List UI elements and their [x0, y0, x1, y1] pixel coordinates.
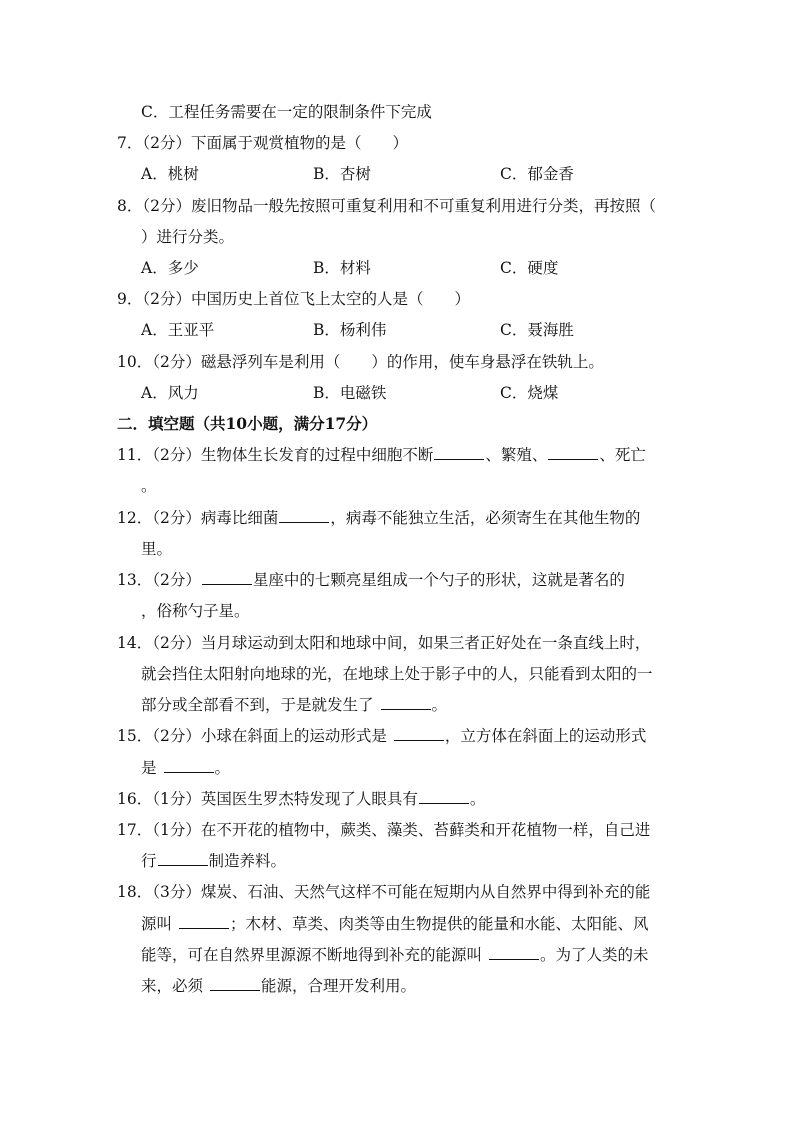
question-13: 13．（2分） 星座中的七颗亮星组成一个勺子的形状，这就是著名的	[117, 571, 625, 589]
question-18-cont: 源叫 ；木材、草类、肉类等由生物提供的能量和水能、太阳能、风	[141, 915, 649, 933]
q10-option-c: C．烧煤	[500, 384, 559, 402]
question-15: 15．（2分）小球在斜面上的运动形式是 ，立方体在斜面上的运动形式	[117, 727, 647, 745]
question-8-cont: ）进行分类。	[141, 228, 235, 246]
answer-blank[interactable]	[548, 444, 598, 460]
question-17: 17．（1分）在不开花的植物中，蕨类、藻类、苔藓类和开花植物一样，自己进	[117, 821, 651, 839]
question-14-cont2: 部分或全部看不到，于是就发生了 。	[141, 696, 448, 714]
question-8: 8．（2分）废旧物品一般先按照可重复利用和不可重复利用进行分类，再按照（	[117, 197, 656, 215]
q7-option-a: A．桃树	[141, 165, 199, 183]
section-heading: 二．填空题（共10小题，满分17分）	[117, 414, 378, 433]
q7-option-c: C．郁金香	[500, 165, 574, 183]
answer-blank[interactable]	[179, 913, 229, 929]
exam-page: C．工程任务需要在一定的限制条件下完成 7．（2分）下面属于观赏植物的是（ ） A．桃树 B．杏树 C．郁金香 8．（2分）废旧物品一般先按照可重复利用和不可重复利用进行分类，再按照（ ）进行分类。 A．多少 B．材料 C．硬度 9．（2分）中国历史上首位飞上太空的人是（ ） A．王亚平 B．杨利伟 C．聂海胜 10．（2分）磁悬浮列车是利用（ ）的作用，使车身悬浮在铁轨上。 A．风力 B．电磁铁 C．烧煤 二．填空题（共10小题，满分17分） 11．（2分）生物体生长发育的过程中细胞不断 、繁殖、 、死亡 。 12．（2分）病毒比细菌 ，病毒不能独立生活，必须寄生在其他生物的 里。 13．（2分） 星座中的七颗亮星组成一个勺子的形状，这就是著名的 ，俗称勺子星。 14．（2分）当月球运动到太阳和地球中间，如果三者正好处在一条直线上时， 就会挡住太阳射向地球的光，在地球上处于影子中的人，只能看到太阳的一 部分或全部看不到，于是就发生了 。 15．（2分）小球在斜面上的运动形式是 ，立方体在斜面上的运动形式 是 。 16．（1分）英国医生罗杰特发现了人眼具有 。 17．（1分）在不开花的植物中，蕨类、藻类、苔藓类和开花植物一样，自己进 行 制造养料。 18．（3分）煤炭、石油、天然气这样不可能在短期内从自然界中得到补充的能 源叫 ；木材、草类、肉类等由生物提供的能量和水能、太阳能、风 能等，可在自然界里源源不断地得到补充的能源叫 。为了人类的未 来，必须 能源，合理开发利用。	[117, 103, 656, 995]
question-14: 14．（2分）当月球运动到太阳和地球中间，如果三者正好处在一条直线上时，	[117, 634, 651, 652]
q8-option-c: C．硬度	[500, 259, 559, 277]
question-12-cont: 里。	[141, 540, 173, 558]
q8-option-a: A．多少	[141, 259, 199, 277]
question-11: 11．（2分）生物体生长发育的过程中细胞不断 、繁殖、 、死亡	[117, 446, 646, 464]
q8-option-b: B．材料	[313, 259, 371, 277]
question-18-cont2: 能等，可在自然界里源源不断地得到补充的能源叫 。为了人类的未	[141, 946, 649, 964]
question-18: 18．（3分）煤炭、石油、天然气这样不可能在短期内从自然界中得到补充的能	[117, 883, 651, 901]
answer-blank[interactable]	[210, 975, 260, 991]
question-16: 16．（1分）英国医生罗杰特发现了人眼具有 。	[117, 790, 486, 808]
question-18-cont3: 来，必须 能源，合理开发利用。	[141, 977, 417, 995]
answer-blank[interactable]	[158, 850, 208, 866]
question-13-cont: ，俗称勺子星。	[141, 602, 250, 620]
question-7: 7．（2分）下面属于观赏植物的是（ ）	[117, 134, 408, 152]
question-9: 9．（2分）中国历史上首位飞上太空的人是（ ）	[117, 290, 470, 308]
q9-option-a: A．王亚平	[141, 321, 215, 339]
q10-option-b: B．电磁铁	[313, 384, 387, 402]
answer-blank[interactable]	[202, 569, 252, 585]
answer-blank[interactable]	[279, 507, 329, 523]
q9-option-b: B．杨利伟	[313, 321, 387, 339]
answer-blank[interactable]	[394, 725, 444, 741]
question-10: 10．（2分）磁悬浮列车是利用（ ）的作用，使车身悬浮在铁轨上。	[117, 353, 604, 371]
answer-blank[interactable]	[489, 944, 539, 960]
answer-blank[interactable]	[419, 788, 469, 804]
q7-option-b: B．杏树	[313, 165, 371, 183]
answer-blank[interactable]	[434, 444, 484, 460]
question-11-cont: 。	[141, 477, 157, 495]
question-17-cont: 行 制造养料。	[141, 852, 287, 870]
question-14-cont: 就会挡住太阳射向地球的光，在地球上处于影子中的人，只能看到太阳的一	[141, 665, 653, 683]
question-12: 12．（2分）病毒比细菌 ，病毒不能独立生活，必须寄生在其他生物的	[117, 509, 641, 527]
answer-blank[interactable]	[381, 694, 431, 710]
question-15-cont: 是 。	[141, 759, 231, 777]
q9-option-c: C．聂海胜	[500, 321, 574, 339]
answer-blank[interactable]	[164, 757, 214, 773]
q10-option-a: A．风力	[141, 384, 199, 402]
